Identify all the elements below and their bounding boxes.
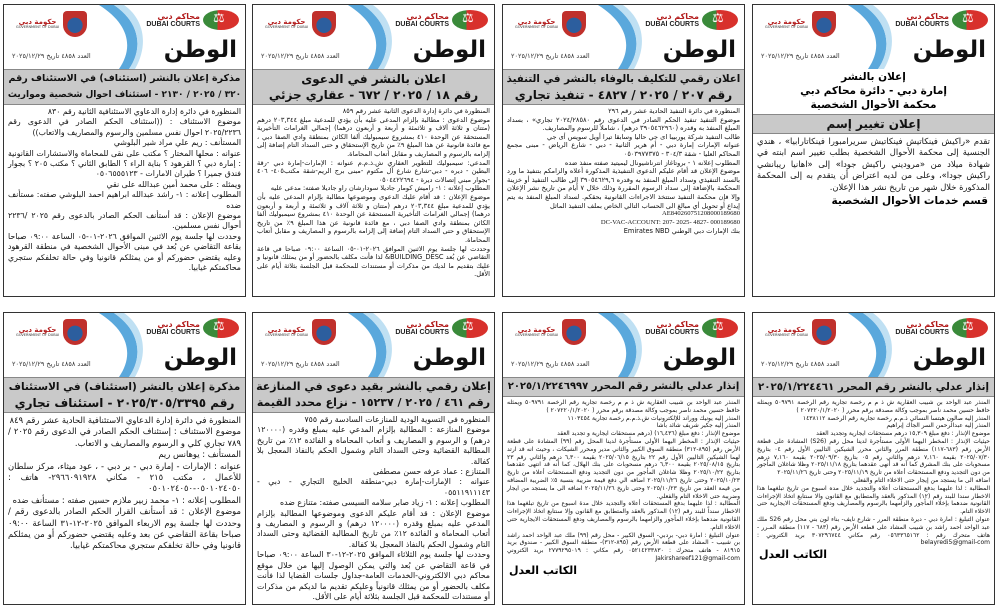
notice-title xyxy=(4,377,245,413)
dubai-courts-wordmark xyxy=(146,13,200,28)
scales-icon xyxy=(702,10,738,30)
notice-title xyxy=(253,377,494,413)
emblem-icon xyxy=(312,319,336,345)
swoosh-decoration xyxy=(338,5,398,69)
notice-paragraph: موضوع الإنذار : دفع مبلغ (١٦,٤٣٦) (درهم مستحقات ايجارية و تجديد العقد xyxy=(557,430,740,438)
notice-card-execution-4827 xyxy=(502,4,745,297)
scales-icon xyxy=(203,10,239,30)
government-arabic: حكومة دبي xyxy=(267,325,306,334)
notice-paragraph: المطالبة : لذا عليهما بدفع المستحقات أعلاه والتجديد خلال مدة اسبوع من تاريخ تبلغهما هذا الاخطار سنداً للبند رقم (١٢) المذكور بالعقد والمتطابق مع القانون وإلا سنتابع اتخاذ الإجراءات القانونية ضدهما بإخلاء المأجور والزامهما بالرسوم والمصاريف ودفع المستحقات الايجارية حتى الاخلاء التام. xyxy=(507,500,740,531)
notice-masthead xyxy=(503,5,744,69)
dubai-courts-logo xyxy=(146,318,239,338)
notice-card-dispute-15237 xyxy=(252,312,495,605)
notice-title-line: رقم ١٨ / ٢٠٢٥ / ٦٧٢ - عقاري جزئي xyxy=(268,88,479,102)
notice-paragraph: عنوانه : محلها المختار ؟ مكتب على نقى للمحاماة والاستشارات القانونية : إمارة دبي ؟ القرهود ؟ بناية الراء ؟ الطابق الثاني ؟ مكتب ٢٠٥ ؟ بجوار فندق جميرا ؟ طيران الامارات - ٠٥٠٦٥٥٥١٢٣ xyxy=(8,148,241,179)
swoosh-decoration xyxy=(338,313,398,377)
newspaper-name: الوطن xyxy=(412,37,486,63)
government-of-dubai-logo xyxy=(515,11,586,37)
swoosh-decoration xyxy=(89,313,149,377)
government-english: GOVERNMENT OF DUBAI xyxy=(515,24,559,29)
notice-paragraph: المنذر إليه جكير شريف شائد باشا xyxy=(656,422,740,430)
notice-card-name-change xyxy=(752,4,995,297)
notice-headings xyxy=(753,69,994,114)
notice-masthead xyxy=(503,313,744,377)
issue-date: العدد ٤٨٥٨ تاريخ ٢٠٢٥/١٢/٢٩ xyxy=(761,360,840,368)
government-of-dubai-logo xyxy=(265,319,336,345)
notice-paragraph: عنوان التبليغ : امارة دبي- بردبي- السوق الكبير - محل رقم (٩٩) ملك عبد الواحد احمد راشد بن شبيب - المشاد على قطعة الأرض رقم (٨٩٥-٣١٢)- منطقة السوق الكبير - صندوق بريد ٨١٩١٥ - هاتف متحرك : ٠٥٢١٤٢٣٣٨٣٠ رقم مكاني : ٢٧٧٩٢٩٥٠١٩ بريد الكتروني Jakirshareef121@gmail-com xyxy=(507,531,741,562)
notice-body xyxy=(503,105,744,236)
dubai-courts-english: DUBAI COURTS xyxy=(146,328,200,336)
government-english: GOVERNMENT OF DUBAI xyxy=(16,24,60,29)
swoosh-decoration xyxy=(89,5,149,69)
government-arabic: حكومة دبي xyxy=(18,17,57,26)
notice-card-appeal-3395 xyxy=(3,312,246,605)
notice-paragraph: المنظورة في دائرة التنفيذ الحادية عشر رقم ٢٩٦ xyxy=(608,107,740,115)
dubai-courts-english: DUBAI COURTS xyxy=(146,20,200,28)
government-wordmark xyxy=(265,19,308,30)
notice-paragraph: موضوع الاستئناف : ((استئناف الحكم الصادر في الدعوى رقم ٢٠٢٥/٢٢٣٦ احوال نفس مسلمين والرسوم والمصاريف والاتعاب)) xyxy=(8,117,241,137)
notice-paragraph: المنذر عبد الواحد بن شبيب العقارية ش ذ م م رخصة تجارية رقم الرخصة ٥٠٩٧٩١ ويمثله حافظ حسين محمد ناصر بموجب وكالة مصدقة برقم محرر ( ٢٠٧٢٢٠/١/٢٠٢٠ ) xyxy=(757,399,990,414)
notice-title-line: رقم ٢٠٢٥/٣٠٥/٣٣٩٥ - استئناف تجاري xyxy=(14,396,235,410)
dubai-courts-wordmark xyxy=(895,321,949,336)
dubai-courts-logo xyxy=(146,10,239,30)
scales-icon xyxy=(452,10,488,30)
dubai-courts-arabic: محاكم دبي xyxy=(906,11,949,21)
swoosh-decoration xyxy=(588,313,648,377)
notice-paragraph: المنظورة في التسوية الودية للمنازعات السادسة رقم ٧٥٥ xyxy=(304,415,490,424)
government-arabic: حكومة دبي xyxy=(767,17,806,26)
notice-card-appeal-2130 xyxy=(3,4,246,297)
newspaper-name: الوطن xyxy=(662,37,736,63)
government-arabic: حكومة دبي xyxy=(517,325,556,334)
dubai-courts-logo xyxy=(645,318,738,338)
government-english: GOVERNMENT OF DUBAI xyxy=(16,332,60,337)
dubai-courts-arabic: محاكم دبي xyxy=(656,319,699,329)
government-of-dubai-logo xyxy=(765,11,836,37)
notice-title-line: مذكرة إعلان بالنشر (استئناف) في الاستئناف xyxy=(8,381,241,393)
notice-paragraph: المنظورة في دائرة إدارة الدعاوي الاستئنافية الثانية رقم ٨٣٠ xyxy=(47,107,241,116)
notice-paragraph: المطالبة : لذا عليهما بدفع المستحقات أعلاه والتجديد خلال مده اسبوع من تاريخ تبلغهما هذا الاخطار سندا للبند رقم (١٢) المذكور بالعقد والمتطابق مع القانون والا سنتابع اتخاذ الإجراءات القانونية ضدهما بإخلاء المأجور والزامهما بالرسوم والمصاريف ودفع المستحقات الايجارية حتى الاخلاء التام. xyxy=(757,484,990,516)
notice-paragraph: عنوان التبليغ : امارة دبي - ديرة منطقة المرر - شارع نايف- بناء لون بني محل رقم S26 ملك عبد الواحد احمد راشد بن شبيب المشاد على قطعه الأرض رقم (٦٨٣ - ١١٧) منطقة المـرر - هاتف متحرك رقم : ٠٥٦٣٣٦٥١٦٢ رقم مكاني ٣٠٧٢٩٦٧٤٤ بريد الكتروني : belayredi5@gmail-com xyxy=(757,515,991,547)
government-english: GOVERNMENT OF DUBAI xyxy=(515,332,559,337)
government-wordmark xyxy=(515,19,558,30)
emblem-icon xyxy=(812,319,836,345)
notice-masthead xyxy=(253,313,494,377)
notice-masthead xyxy=(4,5,245,69)
notice-title xyxy=(503,69,744,105)
emblem-icon xyxy=(312,11,336,37)
dubai-courts-arabic: محاكم دبي xyxy=(157,11,200,21)
government-english: GOVERNMENT OF DUBAI xyxy=(265,24,309,29)
dubai-courts-arabic: محاكم دبي xyxy=(406,319,449,329)
dubai-courts-wordmark xyxy=(645,13,699,28)
dubai-courts-logo xyxy=(395,318,488,338)
emblem-icon xyxy=(812,11,836,37)
notice-paragraph: المستأنف : ريم علي مراد شير البلوشي xyxy=(113,138,241,148)
dubai-courts-arabic: محاكم دبي xyxy=(906,319,949,329)
notice-paragraph: موضوع الإعلان : قد أستأنف القرار الحكم الصادر بالدعوى رقم / وحددت لها جلسة يوم الاربعاء الموافق ٢٠٢٥-١٢-٣١ الساعة ٠٩:٠٠ صباحا بقاعة التقاضي عن بعد وعليه يقتضي حضوركم أو من يمثلكم قانونيا وفي حالة تخلفكم ستجري محاكمتكم غيابيا. xyxy=(8,506,242,551)
account-line: AE840260751208000189680 xyxy=(661,210,740,218)
notice-title xyxy=(503,377,744,397)
issue-date: العدد ٤٨٥٨ تاريخ ٢٠٢٥/١٢/٢٩ xyxy=(511,52,590,60)
notice-paragraph: حيثيات الإنذار : المخطر اليهما الأولى مستأجرة لدينا المحل رقم (٩٩) المشادة على قطعة الأرض رقم (٨٩٥-٣١٢) منطقة السوق الكبير والثاني مدير ومحرر الشيكات ، وحيث انه قد ارتد لهما الشيكين التاليين الأول رقم ٢٢ بتاريخ ٢٠٢٥/٠٦/١٥ بقيمة ٦,٣٠٠ درهم والثاني رقم ٢٣ بتاريخ ٢٠٢٥/٠٨/١٥ بقيمة ٦,٣٠٠ درهم مسحوبات على بنك الهلال، كما أنه قد انتهى عقدهما بتاريخ ٢٠٢٥/١٠/٢٢ وظلا شاغلان المأجور من دون التجديد ودفع المستحقات أعلاه من تاريخ ٢٠٢٥/١٠/٢٣ وحتى تاريخ ٢٠٢٥/١١/٢٦ اضافه الي دفع قيمة ضريبة بنسبة ٥٪ الضريبة المضافه من قيمة العقد من تاريخ ٢٠٢٥/١٠/٢٣ وحتى تاريخ ٢٠٢٥/١١/٢٦ اضافه الى ما يستجد من ايجار وضريبة حتى الاخلاء التام والفعلي. xyxy=(507,437,741,500)
dubai-courts-logo xyxy=(895,10,988,30)
notice-paragraph: المطلوب إعلانه : ١- محمد زبير ملازم حسين صفته : مستأنف ضده xyxy=(12,494,241,505)
notice-body xyxy=(753,397,994,547)
notice-heading: محكمة الأحوال الشخصية xyxy=(810,99,937,111)
notice-title-line: رقم ٤٦١ / ٢٠٢٥ / ١٥٢٣٧ - نزاع محدد القيمة xyxy=(256,396,491,409)
government-of-dubai-logo xyxy=(765,319,836,345)
notice-masthead xyxy=(753,5,994,69)
notice-heading: إعلان بالنشر xyxy=(841,71,906,83)
government-of-dubai-logo xyxy=(515,319,586,345)
notice-title-line: إعلان تغيير إسم xyxy=(826,117,921,131)
emblem-icon xyxy=(562,319,586,345)
notice-card-lawsuit-672 xyxy=(252,4,495,297)
notice-paragraph: المدعي: سيمبوليك للتطوير العقاري ش.ذ.م.م عنوانه : الإمارات-إمارة دبي -رقة البطين - ديره - دبي-شارع شارع آل مكتوم -مبنى برج الريم-شقة مكتب٤٠٥- ٤٠٦ -بجوار مبني إتصالات ديرة - ٠٥٠٤٤٢٢٦٩٤ xyxy=(257,158,490,184)
notice-body xyxy=(253,105,494,279)
scales-icon xyxy=(452,318,488,338)
government-wordmark xyxy=(16,327,59,338)
government-wordmark xyxy=(765,19,808,30)
notice-paragraph: موضوع المنازعة : المطالبة بإلزام المدعي عليه بمبلغ وقدره (١٢٠٠٠٠ درهم) و الرسوم و المصاريف و أتعاب المحاماة و الفائدة ١٢٪ من تاريخ المطالبة القضائية وحتى السداد التام وشمول الحكم بالنفاذ المعجل بلا كفالة. xyxy=(257,425,491,466)
government-english: GOVERNMENT OF DUBAI xyxy=(265,332,309,337)
dubai-courts-arabic: محاكم دبي xyxy=(157,319,200,329)
government-arabic: حكومة دبي xyxy=(517,17,556,26)
notice-title xyxy=(753,377,994,397)
notice-paragraph: المطلوب إعلانه : ١- راميش كومار جاديلا سودارشان راو جاديلا صفته: مدعى عليه xyxy=(270,184,490,193)
notice-card-notary-224461 xyxy=(752,312,995,605)
notice-signature: الكاتب العدل xyxy=(759,548,828,562)
notice-body xyxy=(503,397,744,563)
notice-paragraph: المنذر عبد الواحد بن شبيب العقارية ش ذ م م رخصة تجارية رقم الرخصة ٥٠٩٧٩١ ويمثله حافظ حسين محمد ناصر بموجب وكالة مصدقة برقم محرر ( ٢٠٧٢٢٠/١/٢٠٢٠ ) xyxy=(507,399,740,414)
notice-paragraph: المنذر إليه عبدالرحمن السر الجاك إبراهيم xyxy=(886,422,990,430)
notice-paragraph: المستأنف : يوهانس ريم xyxy=(158,449,241,460)
issue-date: العدد ٤٨٥٨ تاريخ ٢٠٢٥/١٢/٢٩ xyxy=(261,52,340,60)
dubai-courts-wordmark xyxy=(645,321,699,336)
swoosh-decoration xyxy=(838,5,898,69)
notice-title-line: إنذار عدلي بالنشر رقم المحرر ٢٠٢٥/١/٢٢٤٤٦١ xyxy=(757,381,990,393)
dubai-courts-arabic: محاكم دبي xyxy=(406,11,449,21)
emblem-icon xyxy=(63,11,87,37)
notice-heading: إمارة دبي - دائرة محاكم دبي xyxy=(800,85,947,97)
dubai-courts-english: DUBAI COURTS xyxy=(645,328,699,336)
notice-body xyxy=(4,413,245,552)
government-english: GOVERNMENT OF DUBAI xyxy=(765,24,809,29)
government-english: GOVERNMENT OF DUBAI xyxy=(765,332,809,337)
dubai-courts-english: DUBAI COURTS xyxy=(395,328,449,336)
notice-paragraph: المتنازع : عماد عرفه حسن مصطفى xyxy=(373,467,490,477)
swoosh-decoration xyxy=(588,5,648,69)
notice-paragraph: المنظورة في دائرة إدارة الدعوى الثانية عشر رقم ٨٥٩ xyxy=(342,107,490,115)
newspaper-name: الوطن xyxy=(912,37,986,63)
notice-masthead xyxy=(753,313,994,377)
notice-paragraph: موضوع التنفيذ تنفيذ الحكم الصادر في الدعوى رقم ٢٠٢٤/٢٨٥٨٠ تجاري» ، بسداد المبلغ المنفذ به وقدره (٣٩٠٥٤٦٢٩٦٠ درهم) ، شاملاً للرسوم والمصاريف. xyxy=(507,115,741,133)
newspaper-name: الوطن xyxy=(412,345,486,371)
notice-paragraph: وحددت لها جلسة يوم الاثنين الموافق ٢٠٢٦-٠١-٠٥ الساعة ٠٩:٠٠ صباحا بقاعة التقاضي عن بُعد في مبنى الأحوال الشخصية في منطقة القرهود وعليه يقتضي حضوركم أو من يمثلكم قانونيا وفي حالة تخلفكم ستجري محاكمتكم غيابيا. xyxy=(8,231,241,273)
notice-body xyxy=(4,105,245,274)
government-wordmark xyxy=(265,327,308,338)
government-arabic: حكومة دبي xyxy=(18,325,57,334)
notice-paragraph: تقدم «راكيش فينكاتيش فينكاتيش سريرامبورا فينكاتارابيا» ، هندي الجنسية إلى محكمة الأحوال الشخصية بطلب تغيير اسم ابنته في شهادة ميلاد من «مروديني راكيش جودا» إلى «اهانيا ريبانشي راكيش جودا»، وعلى من لديه اعتراض أن يتقدم به إلى المحكمة المذكورة خلال شهر من تاريخ نشر هذا الإعلان. xyxy=(757,136,990,192)
newspaper-name: الوطن xyxy=(163,37,237,63)
notice-paragraph: حيثيات الإنذار : المخطر اليهما الأولى مستأجرة لدينا محل رقم (S26) المشادة على قطعة الأرض رقم (٦٨٣-١١٧) منطقة المرر والثاني محرر الشيكين التاليين الأول رقم ٠٤ بتاريخ ٢٠٢٥/٠٧/٣٠ بقيمة ٧,١٦٠ درهم والثاني رقم ٠٥ بتاريخ ٢٠٢٥/٠٩/٣٠ بقيمة ٧,١٦٠ درهم مسحوبات على بنك المشرق كما أنه قد أنهى عقدهما بتاريخ ٢٠٢٥/١١/١٨ وظلا شاغلان المأجور من دون التجديد ودفع المستحقات أعلاه من تاريخ ٢٠٢٥/١١/١٩ وحتى تاريخ ٢٠٢٥/١١/٢٦ xyxy=(757,437,991,477)
notice-paragraph: ويمثله : على محمد أمين عبدالله على نقي xyxy=(106,179,241,189)
notice-paragraph: موضوع الدعوى : مطالبة بإلزام المدعى عليه بأن يؤدي للمدعية مبلغ ٢٠٣,٣٤٤ درهم (متتان و ثلاثة آلاف و ثلاثمئة و أربعة و أربعون درهما) إجمالي الغرامات التأخيرية المستحقة عن الوحدة ٤١٠ بمشروع سيمبوليك ألفا الكائن بمنطقة وادي الصفا دبي ، مع فائدة قانونية عن هذا المبلغ ٩٪ من تاريخ الإستحقاق و حتى السداد التام إضافة إلى إلزامه بالرسوم و المصاريف و مقابل أتعاب المحاماة. xyxy=(257,115,490,158)
notice-paragraph: موضوع الإعلان : قد أقام عليكم الدعوى وموضوعها المطالبة بإلزام المدعي عليه بمبلغ وقدره (١٢٠٠٠٠ درهم) و الرسوم و المصاريف و أتعاب المحاماة و الفائدة ١٢٪ من تاريخ المطالبة القضائية وحتى السداد التام وشمول الحكم بالنفاذ المعجل بلا كفالة. xyxy=(257,508,491,549)
scales-icon xyxy=(203,318,239,338)
scales-icon xyxy=(702,318,738,338)
notice-paragraph: المنظورة في دائرة إدارة الدعاوي الاستئنافية الحادية عشر رقم ٨٤٩ xyxy=(9,415,241,425)
notice-body xyxy=(753,134,994,193)
notice-paragraph: المطلوب إعلانه ١ - بروتاغاز انترناشيونال ليميتيد صفته منفذ ضده xyxy=(564,158,740,167)
notice-paragraph: المطلوب إعلانه : ١- راشد عبدالله ابراهيم احمد البلوشي صفته: مستأنف ضده xyxy=(8,190,241,210)
notice-card-notary-2246997 xyxy=(502,312,745,605)
emblem-icon xyxy=(63,319,87,345)
notice-title-line: اعلان بالنشر في الدعوى xyxy=(301,72,446,86)
government-arabic: حكومة دبي xyxy=(267,17,306,26)
issue-date: العدد ٤٨٥٨ تاريخ ٢٠٢٥/١٢/٢٩ xyxy=(12,360,91,368)
notice-paragraph: عنوانه الإمارات إمارة دبي - أم هرير الثانية - دبي - شارع الرياض - مبنى مجمع المحاكم العليا - شقة ٣٠٤/٣ - ٠٥٠٣٩٧٧٣٧٥ xyxy=(507,141,740,158)
dubai-courts-logo xyxy=(895,318,988,338)
dubai-courts-wordmark xyxy=(146,321,200,336)
government-wordmark xyxy=(16,19,59,30)
government-wordmark xyxy=(515,327,558,338)
issue-date: العدد ٤٨٥٨ تاريخ ٢٠٢٥/١٢/٢٩ xyxy=(761,52,840,60)
dubai-courts-wordmark xyxy=(395,321,449,336)
dubai-courts-english: DUBAI COURTS xyxy=(645,20,699,28)
issue-date: العدد ٤٨٥٨ تاريخ ٢٠٢٥/١٢/٢٩ xyxy=(261,360,340,368)
swoosh-decoration xyxy=(838,313,898,377)
issue-date: العدد ٤٨٥٨ تاريخ ٢٠٢٥/١٢/٢٩ xyxy=(12,52,91,60)
government-of-dubai-logo xyxy=(265,11,336,37)
notice-masthead xyxy=(253,5,494,69)
notice-body xyxy=(253,413,494,602)
government-of-dubai-logo xyxy=(16,319,87,345)
notice-title-line: إعلان رقمي بالنشر بقيد دعوى في المنازعة xyxy=(256,380,491,393)
issue-date: العدد ٤٨٥٨ تاريخ ٢٠٢٥/١٢/٢٩ xyxy=(511,360,590,368)
notice-paragraph: عنوانه : الإمارات-إمارة دبي-منطقة الخليج التجاري - دبي - ٠٥٥١١٩١١١٤٣ xyxy=(257,477,490,497)
dubai-courts-arabic: محاكم دبي xyxy=(656,11,699,21)
notice-title xyxy=(4,69,245,105)
dubai-courts-english: DUBAI COURTS xyxy=(895,20,949,28)
newspaper-name: الوطن xyxy=(912,345,986,371)
notice-paragraph: موضوع الإنذار : دفع مبلغ ١٥,٣٠٩ درهم مستحقات ايجارية وتجديد العقد xyxy=(816,430,990,438)
notice-paragraph: عنوانه : الإمارات - إمارة دبي - بر دبي - ، عود ميثاء، مركز سلطان للأعمال ، مكتب ٢١٥ - مكاني ٢٩٦٦٠٩١٩٢٨- هاتف : ٠٥٠١٠٢٤٠٥٠-٠٥٠١٠٢٤٠٥٠ xyxy=(8,460,242,494)
scales-icon xyxy=(952,10,988,30)
dubai-courts-wordmark xyxy=(395,13,449,28)
notice-signature: قسم خدمات الأحوال الشخصية xyxy=(831,195,988,208)
dubai-courts-logo xyxy=(395,10,488,30)
notice-paragraph: المنذر إليه صالون هيتسا النسائي ذ.م.م رخصة تجارية رقم الرخصة ١٤٣٨١١٢ xyxy=(802,414,990,422)
government-of-dubai-logo xyxy=(16,11,87,37)
notice-signature: الكاتب العدل xyxy=(509,563,578,577)
notice-title xyxy=(753,114,994,134)
notice-masthead xyxy=(4,313,245,377)
notice-title-line: مذكرة إعلان بالنشر (استئناف) في الاستئناف رقم xyxy=(8,73,241,84)
notice-paragraph: وحددت لها جلسة يوم الثلاثاء الموافق ٢٠٢٥-١٢-٣٠ الساعة ٠٩:٠٠ صباحا في قاعة التقاضي عن بُعد والتي يمكن الوصول إليها من خلال موقع محاكم دبي الالكتروني-الخدمات العامة-جداول جلسات القضايا لذا فأنت مكلف بالحضور أو من يمثلك قانونياً وعليكم تقديم ما لديكم من مذكرات أو مستندات للمحكمة قبل الجلسة بثلاثة أيام على الأقل. xyxy=(257,550,491,601)
newspaper-name: الوطن xyxy=(163,345,237,371)
notice-title xyxy=(253,69,494,105)
notice-paragraph: موضوع الإعلان : قد أقام عليك الدعوى وموضوعها مطالبة بإلزام المدعى عليه بأن يؤدي للمدعية مبلغ ٢٠٣,٣٤٤ درهم (متتان و ثلاثة آلاف و ثلاثمئة و أربعة و أربعون درهما) إجمالي الغرامات التأخيرية المستحقة عن الوحدة ٤١٠ بمشروع سيمبوليك ألفا الكائن بمنطقة وادي الصفا دبي ، مع فائدة قانونية عن هذا المبلغ ٩٪ من تاريخ الإستحقاق و حتى السداد التام إضافة إلى إلزامه بالرسوم و المصاريف و مقابل أتعاب المحاماة. xyxy=(257,192,490,244)
notice-title-line: ٣٢٠ / ٢٠٢٥ / ٢١٣٠ - استئناف احوال شخصية ومواريث xyxy=(7,90,242,100)
notice-paragraph: وحددت لها جلسة يوم الاثنين الموافق ٢٠٢٦-٠١-٠٥ الساعة ٠٩:٠٠ صباحا في قاعة التقاضي عن بُعد BUILDING_DESC& لذا فأنت مكلف بالحضور أو من يمثلك قانونيا و عليك بتقديم ما لديك من مذكرات أو مستندات للمحكمة قبل الجلسة بثلاثة أيام على الأقل. xyxy=(257,244,491,279)
dubai-courts-english: DUBAI COURTS xyxy=(395,20,449,28)
scales-icon xyxy=(952,318,988,338)
government-wordmark xyxy=(765,327,808,338)
account-line: DC-VAC-ACCOUNT: 207- 2025- 4827- 000189680 xyxy=(600,218,740,226)
newspaper-name: الوطن xyxy=(662,345,736,371)
dubai-courts-english: DUBAI COURTS xyxy=(895,328,949,336)
dubai-courts-logo xyxy=(645,10,738,30)
notice-paragraph: اضافه الى ما يستجد من إيجار حتى الاخلاء التام والفعلي xyxy=(853,476,990,484)
notice-paragraph: موضوع الاستئناف : إستئناف الحكم الصادر في الدعوى رقم ٢٠٢٥ / ٧٨٩ تجاري كلي و الرسوم والمصاريف و الاتعاب. xyxy=(8,426,241,448)
bank-line: بنك الإمارات دبي الوطني Emirates NBD xyxy=(623,227,740,236)
government-arabic: حكومة دبي xyxy=(767,325,806,334)
notice-title-line: اعلان رقمي للتكليف بالوفاء بالنشر في التنفيذ xyxy=(506,73,741,85)
notice-paragraph: طالب التنفيذ شركة يوربيبا اى جي حاليا وسابقا تيرا أويل سويس أى جي xyxy=(546,132,740,141)
notice-paragraph: المطلوب إعلانه : ١- زياد صابر سلامه السيسى صفته: متنازع ضده xyxy=(280,498,490,508)
notice-title-line: رقم ٢٠٧ / ٢٠٢٥ / ٤٨٢٧ - تنفيذ تجاري xyxy=(514,88,733,102)
notice-title-line: إنذار عدلي بالنشر رقم المحرر ٢٠٢٥/١/٢٢٤٦٩٩٧ xyxy=(507,381,740,392)
notice-paragraph: موضوع الإعلان قد أقام عليكم الدعوى التنفيذية المذكورة أعلاه والزامكم بتنفيذ ما ورد بالسند التنفيذي وسداد المبلغ المنفذ به وقدره ٣٩٠٥٤٦٢٩,٦ إلى طالب التنفيذ أو خزينة المحكمة بالإضافة إلى سداد الرسوم المقررة وذلك خلال ٧ أيام من تاريخ نشر الإعلان وإلا فإن محكمة التنفيذ ستتخذ الاجراءات القانونية بحقكم. لسداد المبلغ المنفذ به يتم إيداع أو تحويل أي مبالغ الى الحساب التالي الخاص بملف التنفيذ الماثل xyxy=(507,167,740,210)
emblem-icon xyxy=(562,11,586,37)
dubai-courts-wordmark xyxy=(895,13,949,28)
notice-paragraph: موضوع الإعلان : قد أستأنف الحكم الصادر بالدعوى رقم ٢٠٢٥ /٢٢٣٦ أحوال نفس مسلمين. xyxy=(8,211,241,231)
notice-paragraph: المنذر إليه يونيك ووراند للإلكترونيات ش.ذ.م.م رخصة تجارية ١١٠٣٤٥٤ xyxy=(567,414,740,422)
